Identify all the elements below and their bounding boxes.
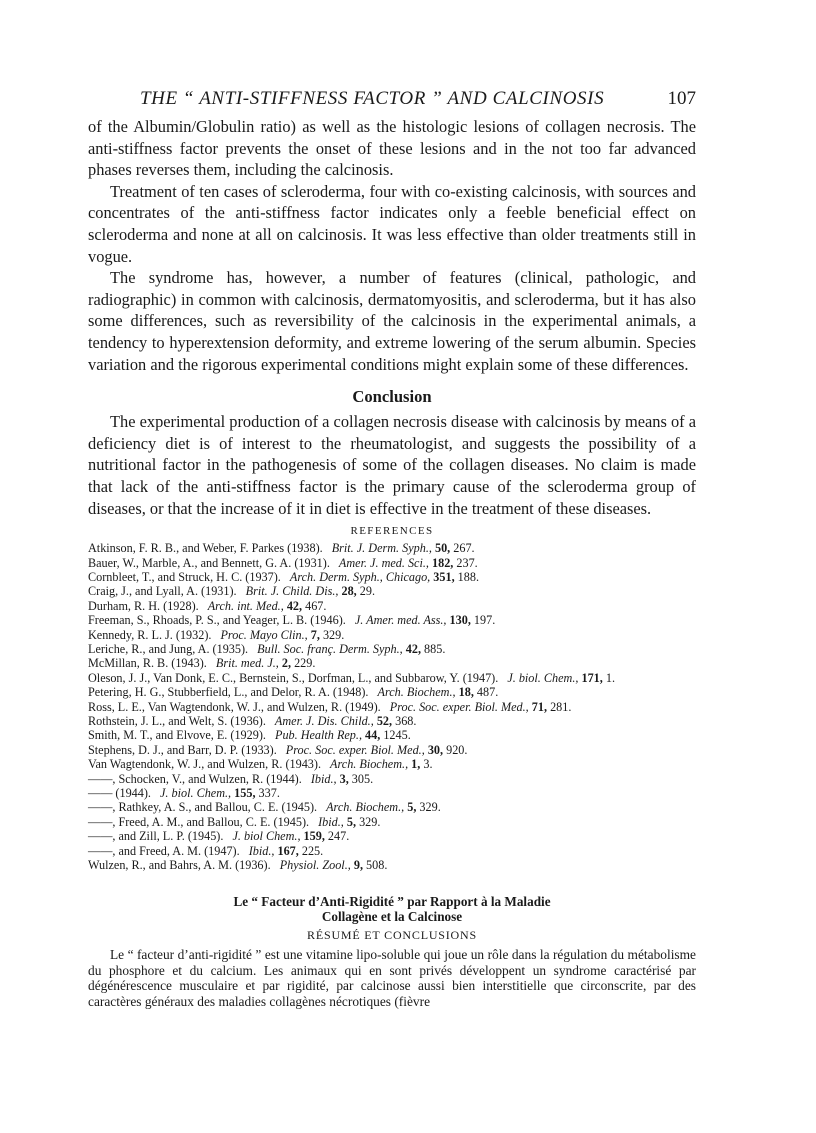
reference-authors: ——, and Freed, A. M. (1947). (88, 843, 240, 858)
reference-journal: Arch. Biochem., (330, 757, 409, 772)
reference-volume: 5, (407, 800, 417, 815)
body-paragraph: Treatment of ten cases of scleroderma, four with co-existing calcinosis, with sources and concentrates of the anti-stiffness factor indicates only a feeble beneficial effect on scleroderma and none at all on calcinosis. It was less effective than older treatments still in vogue. (88, 181, 696, 266)
reference-pages: 225. (301, 843, 324, 858)
body-paragraph: The syndrome has, however, a number of features (clinical, pathologic, and radiographic) in common with calcinosis, dermatomyositis, and scleroderma, but it has also some differences, such as reversibility of the calcinosis in the experimental animals, a tendency to hyperextension deformity, and extreme lowering of the serum albumin. Species variation and the rigorous experimental conditions might explain some of these differences. (88, 268, 696, 374)
reference-pages: 281. (550, 699, 572, 714)
reference-item (88, 700, 696, 714)
reference-volume: 18, (458, 685, 474, 700)
reference-authors: Ross, L. E., Van Wagtendonk, W. J., and Wulzen, R. (1949). (88, 699, 381, 714)
reference-item (88, 743, 696, 757)
reference-journal: Ibid., (248, 843, 275, 858)
french-subtitle-text: RÉSUMÉ ET CONCLUSIONS (307, 928, 477, 943)
reference-volume: 44, (365, 728, 381, 743)
reference-item (88, 584, 696, 598)
reference-volume: 42, (405, 641, 421, 656)
reference-volume: 351, (433, 569, 455, 584)
reference-pages: 508. (366, 858, 388, 873)
reference-pages: 467. (305, 598, 327, 613)
reference-list (88, 541, 696, 872)
reference-authors: Durham, R. H. (1928). (88, 598, 199, 613)
reference-authors: Smith, M. T., and Elvove, E. (1929). (88, 728, 266, 743)
page-header (88, 88, 696, 116)
reference-journal: Ibid., (318, 814, 344, 829)
reference-volume: 42, (286, 598, 303, 613)
reference-volume: 50, (434, 541, 451, 556)
french-summary-title (88, 894, 696, 924)
conclusion-paragraph: The experimental production of a collagen necrosis disease with calcinosis by means of a deficiency diet is of interest to the rheumatologist, and suggests the possibility of a nutritional factor in the pathogenesis of some of the collagen diseases. No claim is made that lack of the anti-stiffness factor is the primary cause of the scleroderma group of diseases, or that the increase of it in diet is effective in the treatment of these diseases. (88, 412, 696, 518)
reference-pages: 329. (322, 627, 345, 642)
reference-pages: 337. (258, 786, 280, 800)
reference-pages: 487. (476, 685, 499, 700)
reference-pages: 29. (359, 584, 375, 599)
reference-authors: Craig, J., and Lyall, A. (1931). (88, 584, 237, 599)
journal-page (88, 88, 696, 1009)
reference-authors: Freeman, S., Rhoads, P. S., and Yeager, L. B. (1946). (88, 613, 346, 628)
reference-pages: 329. (419, 800, 441, 815)
reference-item (88, 628, 696, 642)
running-title: THE “ ANTI-STIFFNESS FACTOR ” AND CALCINOSIS (140, 88, 605, 109)
reference-pages: 368. (395, 713, 417, 728)
reference-pages: 237. (456, 555, 478, 570)
reference-authors: Oleson, J. J., Van Donk, E. C., Bernstein, S., Dorfman, L., and Subbarow, Y. (1947). (88, 670, 499, 685)
reference-item (88, 786, 696, 800)
reference-volume: 3, (339, 771, 349, 786)
conclusion-heading: Conclusion (352, 387, 432, 407)
reference-authors: Leriche, R., and Jung, A. (1935). (88, 641, 249, 656)
reference-pages: 1245. (383, 728, 411, 743)
reference-journal: Arch. Derm. Syph., Chicago, (289, 569, 431, 584)
reference-volume: 5, (346, 814, 357, 829)
reference-volume: 2, (281, 656, 292, 671)
reference-journal: Amer. J. med. Sci., (338, 555, 429, 570)
reference-journal: J. Amer. med. Ass., (354, 613, 447, 628)
reference-authors: Stephens, D. J., and Barr, D. P. (1933). (88, 742, 277, 757)
reference-volume: 30, (427, 742, 444, 757)
reference-journal: J. biol. Chem., (507, 670, 579, 685)
reference-item (88, 671, 696, 685)
reference-item (88, 800, 696, 814)
reference-pages: 1. (605, 670, 615, 685)
french-title-line: Collagène et la Calcinose (321, 909, 463, 925)
reference-journal: Brit. J. Child. Dis., (245, 584, 339, 599)
reference-journal: Ibid., (310, 771, 337, 786)
reference-pages: 329. (359, 814, 381, 829)
reference-volume: 9, (353, 858, 363, 873)
reference-journal: Bull. Soc. franç. Derm. Syph., (257, 641, 403, 656)
reference-item (88, 556, 696, 570)
reference-authors: ——, and Zill, L. P. (1945). (88, 829, 224, 844)
reference-authors: McMillan, R. B. (1943). (88, 656, 207, 671)
reference-volume: 52, (376, 713, 393, 728)
reference-pages: 885. (424, 641, 446, 656)
reference-pages: 267. (453, 541, 475, 556)
body-paragraph: of the Albumin/Globulin ratio) as well as the histologic lesions of collagen necrosis. The anti-stiffness factor prevents the onset of these lesions and in the not too far advanced phases reverses them, including the calcinosis. (88, 117, 696, 180)
reference-item (88, 844, 696, 858)
reference-pages: 920. (446, 742, 468, 757)
reference-journal: Pub. Health Rep., (275, 728, 362, 743)
reference-journal: J. biol. Chem., (160, 786, 232, 800)
reference-item (88, 599, 696, 613)
references-heading-text: REFERENCES (350, 525, 434, 538)
reference-item (88, 772, 696, 786)
reference-item (88, 570, 696, 584)
page-number: 107 (667, 88, 696, 109)
reference-journal: Amer. J. Dis. Child., (274, 713, 374, 728)
reference-volume: 171, (581, 670, 603, 685)
reference-volume: 1, (411, 757, 421, 772)
reference-volume: 71, (531, 699, 548, 714)
reference-authors: Van Wagtendonk, W. J., and Wulzen, R. (1943). (88, 757, 321, 772)
reference-journal: Proc. Soc. exper. Biol. Med., (389, 699, 529, 714)
reference-authors: Atkinson, F. R. B., and Weber, F. Parkes (1938). (88, 541, 323, 556)
reference-authors: Cornbleet, T., and Struck, H. C. (1937). (88, 569, 281, 584)
reference-pages: 3. (423, 757, 433, 772)
reference-journal: Physiol. Zool., (279, 858, 351, 873)
french-summary-paragraph: Le “ facteur d’anti-rigidité ” est une vitamine lipo-soluble qui joue un rôle dans la régulation du métabolisme du phosphore et du calcium. Les animaux qui en sont privés développent un syndrome caractérisé par dégénérescence musculaire et par rigidité, par calcinose aussi bien interstitielle que circonscrite, par des caractères généraux des maladies collagènes nécrotiques (fièvre (88, 947, 696, 1009)
reference-volume: 182, (432, 555, 454, 570)
reference-pages: 197. (473, 613, 496, 628)
reference-pages: 305. (351, 771, 374, 786)
french-title-line: Le “ Facteur d’Anti-Rigidité ” par Rapport à la Maladie (233, 894, 551, 910)
reference-authors: Wulzen, R., and Bahrs, A. M. (1936). (88, 858, 271, 873)
reference-authors: ——, Schocken, V., and Wulzen, R. (1944). (88, 771, 302, 786)
reference-volume: 28, (341, 584, 357, 599)
reference-journal: Proc. Mayo Clin., (220, 627, 308, 642)
reference-item (88, 541, 696, 555)
reference-journal: Arch. Biochem., (326, 800, 405, 815)
reference-item (88, 714, 696, 728)
reference-authors: —— (1944). (88, 786, 151, 800)
reference-journal: Brit. J. Derm. Syph., (331, 541, 432, 556)
reference-journal: Arch. int. Med., (207, 598, 284, 613)
reference-pages: 247. (327, 829, 350, 844)
reference-volume: 159, (303, 829, 325, 844)
reference-authors: Rothstein, J. L., and Welt, S. (1936). (88, 713, 266, 728)
reference-item (88, 685, 696, 699)
reference-pages: 188. (457, 569, 479, 584)
references-heading (88, 525, 696, 537)
reference-authors: Kennedy, R. L. J. (1932). (88, 627, 212, 642)
reference-journal: J. biol Chem., (232, 829, 301, 844)
reference-item (88, 829, 696, 843)
reference-item (88, 613, 696, 627)
reference-authors: ——, Rathkey, A. S., and Ballou, C. E. (1945). (88, 800, 318, 815)
reference-item (88, 757, 696, 771)
reference-item (88, 642, 696, 656)
reference-pages: 229. (294, 656, 316, 671)
reference-journal: Arch. Biochem., (377, 685, 456, 700)
reference-item (88, 656, 696, 670)
reference-item (88, 858, 696, 872)
reference-journal: Brit. med. J., (215, 656, 279, 671)
reference-authors: Bauer, W., Marble, A., and Bennett, G. A. (1931). (88, 555, 330, 570)
reference-journal: Proc. Soc. exper. Biol. Med., (285, 742, 425, 757)
reference-authors: ——, Freed, A. M., and Ballou, C. E. (1945). (88, 814, 310, 829)
reference-volume: 130, (449, 613, 471, 628)
reference-volume: 7, (310, 627, 320, 642)
reference-authors: Petering, H. G., Stubberfield, L., and Delor, R. A. (1948). (88, 685, 369, 700)
reference-volume: 167, (277, 843, 299, 858)
french-summary-subtitle (88, 928, 696, 943)
reference-volume: 155, (234, 786, 256, 800)
reference-item (88, 815, 696, 829)
reference-item (88, 728, 696, 742)
